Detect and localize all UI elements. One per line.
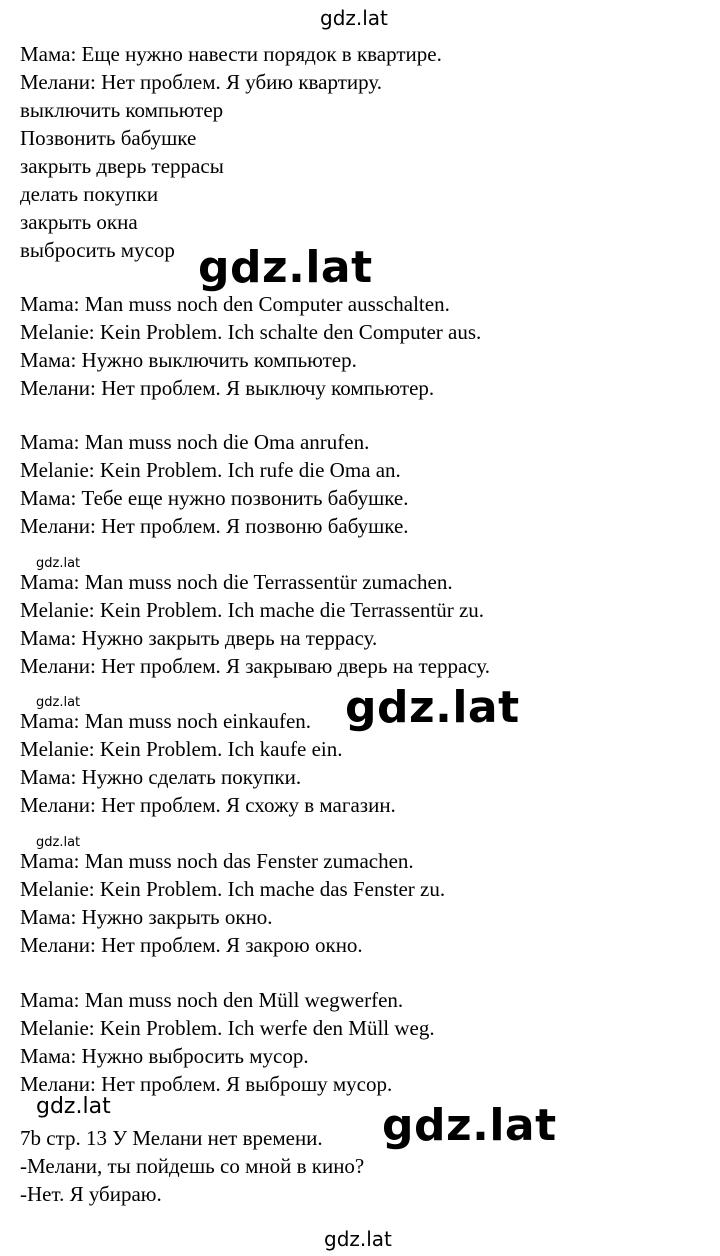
watermark-small: gdz.lat <box>36 835 81 850</box>
watermark-large: gdz.lat <box>198 242 373 293</box>
text-line: Мелани: Нет проблем. Я выключу компьютер. <box>20 376 435 400</box>
text-line: Mama: Man muss noch die Oma anrufen. <box>20 430 370 454</box>
text-line: Mama: Man muss noch die Terrassentür zumachen. <box>20 570 453 594</box>
text-line: Melanie: Kein Problem. Ich werfe den Müll weg. <box>20 1016 435 1040</box>
text-line: Мелани: Нет проблем. Я схожу в магазин. <box>20 793 396 817</box>
watermark-small: gdz.lat <box>36 695 81 710</box>
text-line: Мама: Нужно выбросить мусор. <box>20 1044 309 1068</box>
text-line: 7b стр. 13 У Мелани нет времени. <box>20 1126 323 1150</box>
text-line: Мама: Нужно сделать покупки. <box>20 765 302 789</box>
watermark-top: gdz.lat <box>320 6 388 30</box>
text-line: Mama: Man muss noch den Computer ausschalten. <box>20 292 450 316</box>
text-line: Мама: Тебе еще нужно позвонить бабушке. <box>20 486 409 510</box>
watermark-medium: gdz.lat <box>36 1094 111 1119</box>
text-line: Мелани: Нет проблем. Я убию квартиру. <box>20 70 382 94</box>
text-line: закрыть дверь террасы <box>20 154 224 178</box>
text-line: закрыть окна <box>20 210 138 234</box>
watermark-large: gdz.lat <box>345 682 520 733</box>
watermark-large: gdz.lat <box>382 1100 557 1151</box>
text-line: Мама: Нужно закрыть дверь на террасу. <box>20 626 378 650</box>
text-line: -Нет. Я убираю. <box>20 1182 162 1206</box>
text-line: Мелани: Нет проблем. Я выброшу мусор. <box>20 1072 393 1096</box>
text-line: Mama: Man muss noch das Fenster zumachen. <box>20 849 414 873</box>
text-line: Mama: Man muss noch den Müll wegwerfen. <box>20 988 404 1012</box>
text-line: Мама: Нужно закрыть окно. <box>20 905 273 929</box>
text-line: Мама: Нужно выключить компьютер. <box>20 348 357 372</box>
text-line: Mama: Man muss noch einkaufen. <box>20 709 312 733</box>
text-line: делать покупки <box>20 182 159 206</box>
text-line: выключить компьютер <box>20 98 224 122</box>
text-line: Melanie: Kein Problem. Ich kaufe ein. <box>20 737 343 761</box>
text-line: Melanie: Kein Problem. Ich rufe die Oma an. <box>20 458 401 482</box>
watermark-bottom: gdz.lat <box>324 1227 392 1251</box>
text-line: Мелани: Нет проблем. Я позвоню бабушке. <box>20 514 409 538</box>
text-line: Мама: Еще нужно навести порядок в квартире. <box>20 42 442 66</box>
text-line: Мелани: Нет проблем. Я закрою окно. <box>20 933 363 957</box>
text-line: Melanie: Kein Problem. Ich mache das Fenster zu. <box>20 877 446 901</box>
text-line: выбросить мусор <box>20 238 175 262</box>
text-line: Позвонить бабушке <box>20 126 197 150</box>
text-line: Melanie: Kein Problem. Ich schalte den Computer aus. <box>20 320 482 344</box>
text-line: Melanie: Kein Problem. Ich mache die Terrassentür zu. <box>20 598 485 622</box>
watermark-small: gdz.lat <box>36 556 81 571</box>
text-line: -Мелани, ты пойдешь со мной в кино? <box>20 1154 365 1178</box>
text-line: Мелани: Нет проблем. Я закрываю дверь на террасу. <box>20 654 491 678</box>
